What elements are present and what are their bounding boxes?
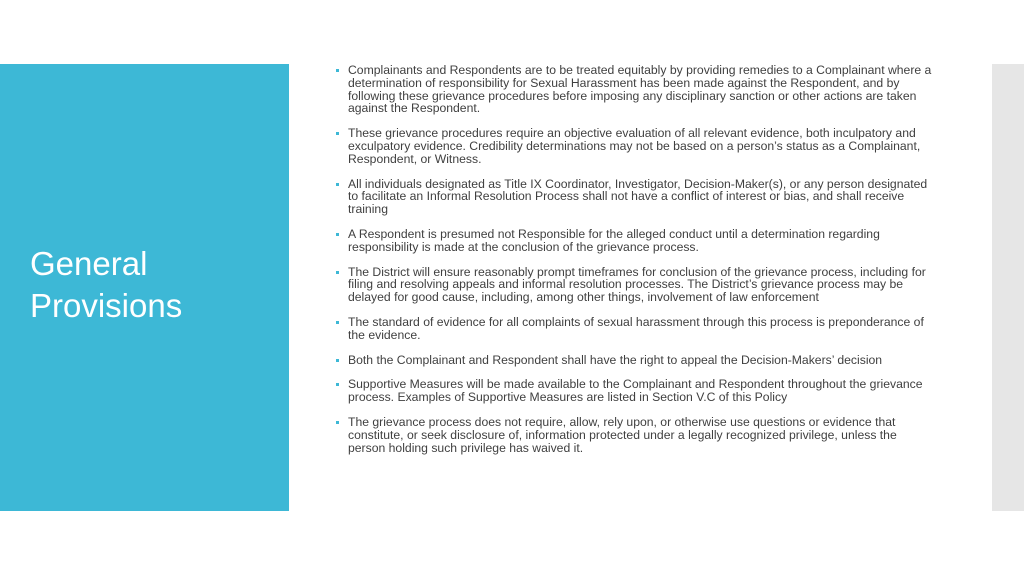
scrollbar-track[interactable] [992,64,1024,511]
bullet-item: All individuals designated as Title IX Coordinator, Investigator, Decision-Maker(s), or any person designated to facilitate an Informal Resolution Process shall not have a conflict of interest or bias, and shall receive training [333,178,937,216]
bullet-item: Supportive Measures will be made available to the Complainant and Respondent throughout the grievance process. Examples of Supportive Measures are listed in Section V.C of this Policy [333,378,937,404]
bullet-item: The grievance process does not require, allow, rely upon, or otherwise use questions or evidence that constitute, or seek disclosure of, information protected under a legally recognized privilege, unless the person holding such privilege has waived it. [333,416,937,454]
bullet-item: The District will ensure reasonably prompt timeframes for conclusion of the grievance process, including for filing and resolving appeals and informal resolution processes. The District’s grievance process may be delayed for good cause, including, among other things, involvement of law enforcement [333,266,937,304]
slide-title: General Provisions [30,245,183,324]
bullet-item: The standard of evidence for all complaints of sexual harassment through this process is preponderance of the evidence. [333,316,937,342]
bullet-item: These grievance procedures require an objective evaluation of all relevant evidence, both inculpatory and exculpatory evidence. Credibility determinations may not be based on a person’s status as a Complainant, Respondent, or Witness. [333,127,937,165]
bullet-item: Complainants and Respondents are to be treated equitably by providing remedies to a Complainant where a determination of responsibility for Sexual Harassment has been made against the Respondent, and by following these grievance procedures before imposing any disciplinary sanction or other actions are taken against the Respondent. [333,64,937,115]
bullet-item: Both the Complainant and Respondent shall have the right to appeal the Decision-Makers’ decision [333,354,937,367]
bullet-item: A Respondent is presumed not Responsible for the alleged conduct until a determination regarding responsibility is made at the conclusion of the grievance process. [333,228,937,254]
bullet-list [333,64,937,466]
